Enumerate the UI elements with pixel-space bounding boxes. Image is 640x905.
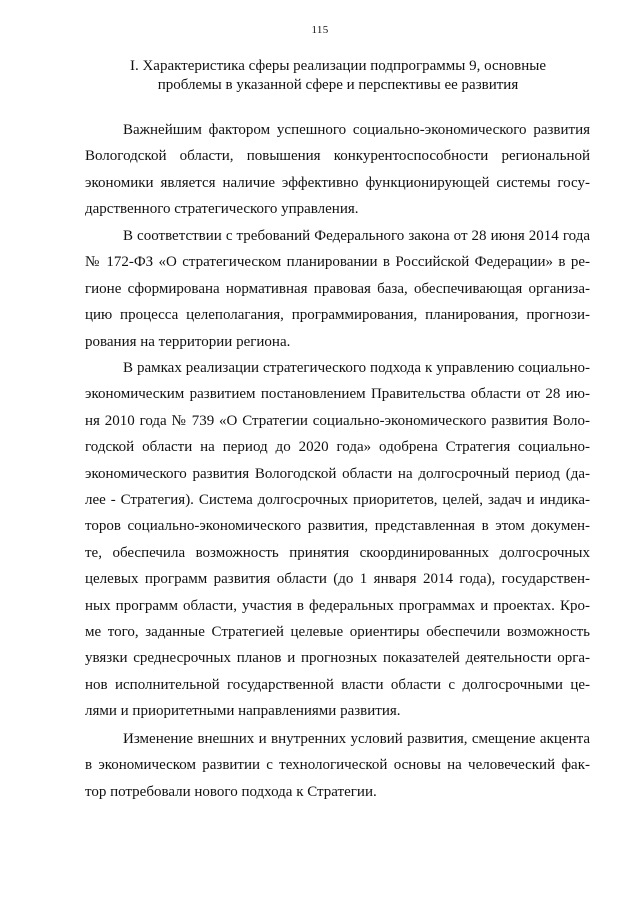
paragraph-line: гионе сформирована нормативная правовая база, обеспечивающая организа- — [85, 280, 590, 297]
paragraph — [85, 223, 590, 355]
paragraph-line: Изменение внешних и внутренних условий развития, смещение акцента — [123, 731, 590, 747]
paragraph — [85, 117, 590, 223]
paragraph-line: рования на территории региона. — [85, 333, 291, 350]
paragraph-line: лее - Стратегия). Система долгосрочных приоритетов, целей, задач и индика- — [85, 491, 590, 508]
paragraph-line: ме того, заданные Стратегией целевые ориентиры обеспечили возможность — [85, 623, 590, 640]
paragraph — [85, 355, 590, 724]
paragraph — [85, 726, 590, 805]
paragraph-line: годской области на период до 2020 года» одобрена Стратегия социально- — [85, 439, 590, 456]
paragraph-line: ных программ области, участия в федеральных программах и проектах. Кро- — [85, 597, 590, 614]
paragraph-line: экономики является наличие эффективно функционирующей системы госу- — [85, 174, 590, 191]
paragraph-line: лями и приоритетными направлениями развития. — [85, 703, 401, 720]
paragraph-line: экономическим развитием постановлением Правительства области от 28 ию- — [85, 386, 590, 403]
paragraph-line: экономического развития Вологодской области на долгосрочный период (да- — [85, 465, 590, 482]
paragraph-line: Важнейшим фактором успешного социально-экономического развития — [123, 122, 590, 138]
section-heading-line: проблемы в указанной сфере и перспективы ее развития — [157, 77, 519, 93]
paragraph-line: цию процесса целеполагания, программирования, планирования, прогнози- — [85, 307, 590, 324]
paragraph-line: торов социально-экономического развития, представленная в этом докумен- — [85, 518, 590, 535]
page-number: 115 — [311, 24, 329, 36]
paragraph-line: В соответствии с требований Федерального закона от 28 июня 2014 года — [123, 228, 590, 244]
paragraph-line: № 172-ФЗ «О стратегическом планировании в Российской Федерации» в ре- — [85, 254, 590, 271]
paragraph-line: целевых программ развития области (до 1 января 2014 года), государствен- — [85, 571, 590, 588]
paragraph-line: ня 2010 года № 739 «О Стратегии социально-экономического развития Воло- — [85, 412, 590, 429]
paragraph-line: Вологодской области, повышения конкурентоспособности региональной — [85, 148, 590, 165]
section-heading — [88, 57, 588, 95]
paragraph-line: нов исполнительной государственной власти области с долгосрочными це- — [85, 676, 590, 693]
paragraph-line: в экономическом развитии с технологической основы на человеческий фак- — [85, 757, 590, 774]
paragraph-line: В рамках реализации стратегического подхода к управлению социально- — [123, 360, 590, 376]
section-heading-line: I. Характеристика сферы реализации подпрограммы 9, основные — [129, 58, 547, 74]
paragraph-line: дарственного стратегического управления. — [85, 201, 359, 218]
paragraph-line: увязки среднесрочных планов и прогнозных показателей деятельности орга- — [85, 650, 590, 667]
paragraph-line: тор потребовали нового подхода к Стратегии. — [85, 783, 377, 800]
paragraph-line: те, обеспечила возможность принятия скоординированных долгосрочных — [85, 544, 590, 561]
